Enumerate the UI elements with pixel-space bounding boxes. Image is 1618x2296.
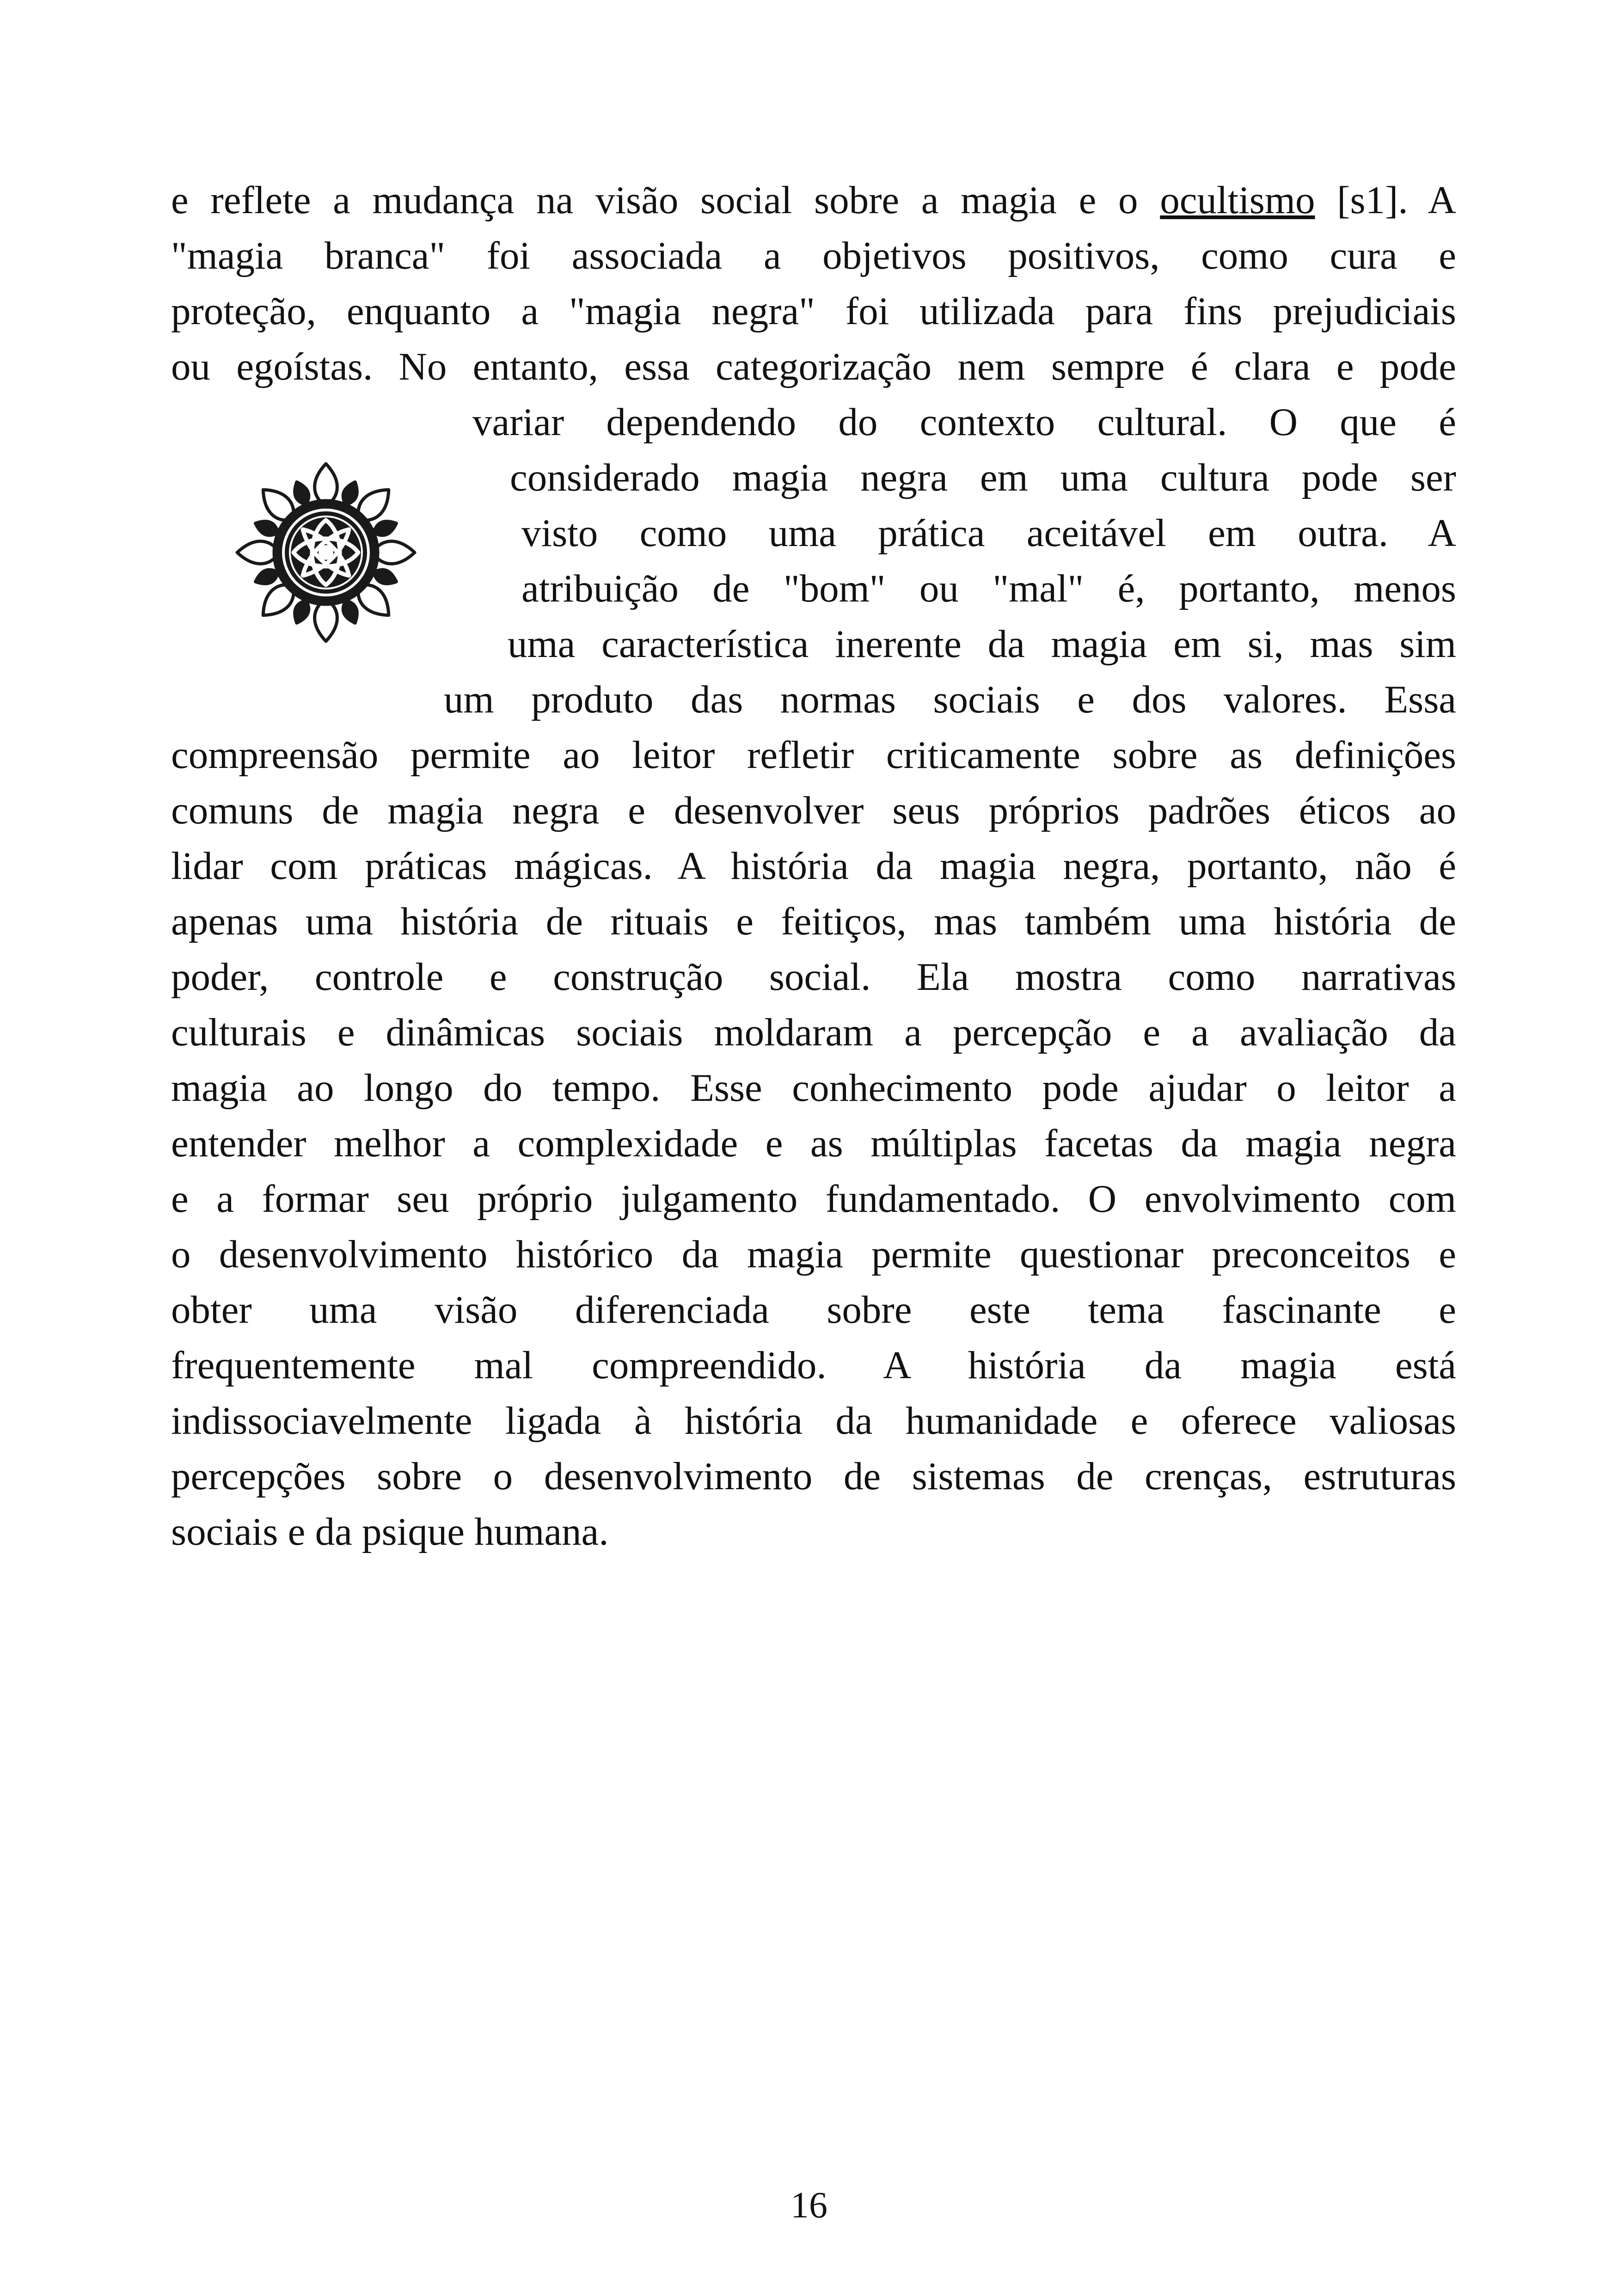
text-line: entender melhor a complexidade e as múltiplas facetas da magia negra	[171, 1122, 1456, 1165]
text-line: "magia branca" foi associada a objetivos positivos, como cura e	[171, 234, 1456, 277]
mandala-knot-icon	[233, 460, 418, 645]
text-line: proteção, enquanto a "magia negra" foi utilizada para fins prejudiciais	[171, 289, 1456, 333]
text-line: sociais e da psique humana.	[171, 1510, 609, 1553]
text-line: ou egoístas. No entanto, essa categorização nem sempre é clara e pode	[171, 345, 1456, 388]
page-number: 16	[791, 2185, 827, 2226]
text-line: comuns de magia negra e desenvolver seus próprios padrões éticos ao	[171, 789, 1456, 832]
text-line: um produto das normas sociais e dos valores. Essa	[444, 678, 1456, 721]
text-line: lidar com práticas mágicas. A história da magia negra, portanto, não é	[171, 844, 1456, 888]
ocultismo-link[interactable]: ocultismo	[1160, 178, 1315, 222]
text-line: visto como uma prática aceitável em outra. A	[521, 511, 1456, 555]
text-line: uma característica inerente da magia em si, mas sim	[508, 622, 1456, 666]
text-line: considerado magia negra em uma cultura pode ser	[510, 456, 1456, 499]
text-line: magia ao longo do tempo. Esse conhecimento pode ajudar o leitor a	[171, 1066, 1456, 1110]
text-line: percepções sobre o desenvolvimento de sistemas de crenças, estruturas	[171, 1455, 1456, 1498]
text-line	[171, 175, 1456, 226]
text-line: indissociavelmente ligada à história da humanidade e oferece valiosas	[171, 1399, 1456, 1443]
text-line: o desenvolvimento histórico da magia permite questionar preconceitos e	[171, 1233, 1456, 1276]
text-line: apenas uma história de rituais e feitiços, mas também uma história de	[171, 900, 1456, 943]
text-line: frequentemente mal compreendido. A história da magia está	[171, 1344, 1456, 1387]
text-line: obter uma visão diferenciada sobre este tema fascinante e	[171, 1288, 1456, 1332]
line-text: [s1]. A	[1315, 178, 1456, 222]
text-line: variar dependendo do contexto cultural. O que é	[472, 400, 1456, 444]
text-line: e a formar seu próprio julgamento fundamentado. O envolvimento com	[171, 1177, 1456, 1221]
text-line: compreensão permite ao leitor refletir criticamente sobre as definições	[171, 733, 1456, 777]
text-line: culturais e dinâmicas sociais moldaram a percepção e a avaliação da	[171, 1011, 1456, 1054]
text-line: atribuição de "bom" ou "mal" é, portanto, menos	[521, 567, 1456, 610]
line-text: e reflete a mudança na visão social sobre a magia e o	[171, 178, 1160, 222]
text-line: poder, controle e construção social. Ela mostra como narrativas	[171, 955, 1456, 999]
